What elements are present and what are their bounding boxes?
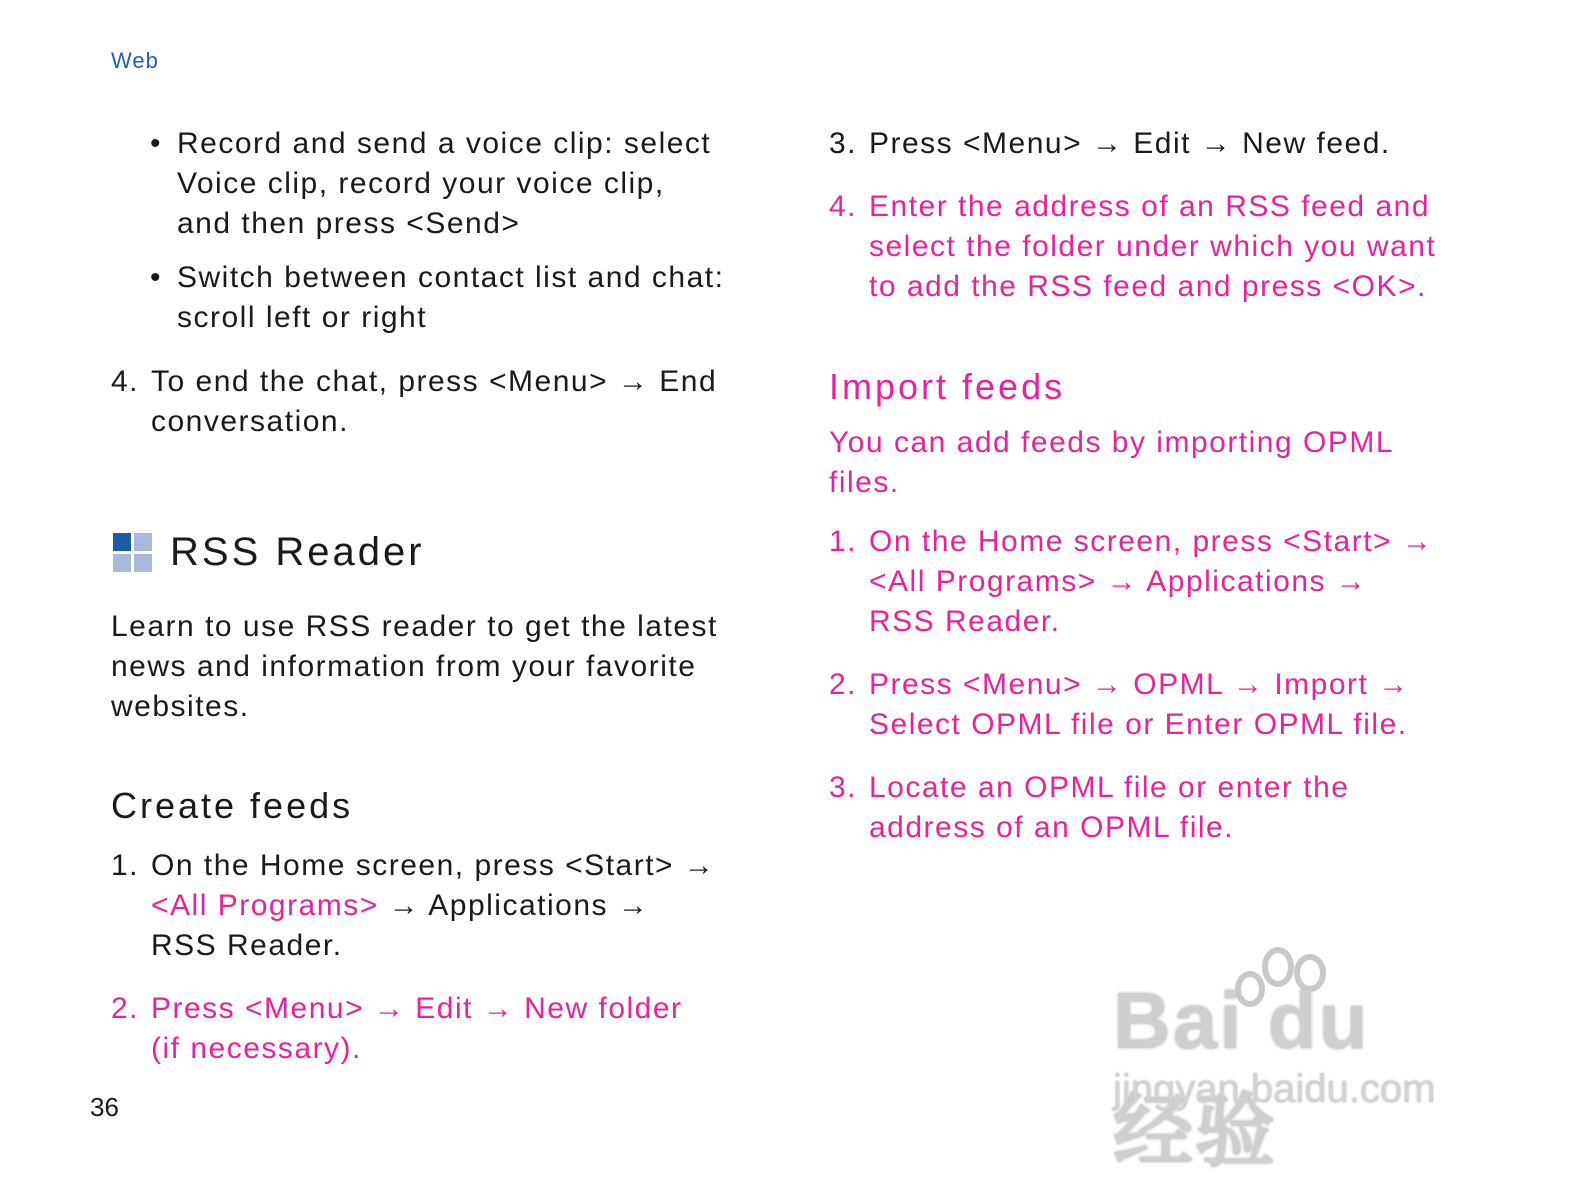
create-step-2 (111, 989, 751, 1069)
bullet-switch-list (150, 258, 750, 338)
intro-line: Learn to use RSS reader to get the latest (111, 610, 718, 643)
intro-line: files. (829, 466, 900, 499)
create-step-3 (829, 124, 1509, 164)
section-title: RSS Reader (170, 530, 425, 574)
bullet-line: Switch between contact list and chat: (177, 261, 725, 294)
step-line: Enter the address of an RSS feed and (869, 190, 1430, 223)
bullet-voice-clip (150, 124, 750, 244)
step-line: Press <Menu> → Edit → New feed. (869, 127, 1391, 160)
import-step-1 (829, 522, 1509, 642)
baidu-watermark (1113, 945, 1473, 1176)
step-line: conversation. (151, 405, 349, 438)
step-line: To end the chat, press <Menu> → End (151, 365, 718, 398)
section-icon-square (134, 533, 152, 551)
step-line: RSS Reader. (869, 605, 1061, 638)
bullet-line: Voice clip, record your voice clip, (177, 167, 665, 200)
step-line: to add the RSS feed and press <OK>. (869, 270, 1427, 303)
step-line: On the Home screen, press <Start> → (869, 525, 1434, 558)
import-intro (829, 423, 1509, 503)
step-line-highlight: <All Programs> (151, 889, 379, 922)
import-step-2 (829, 665, 1509, 745)
bullet-line: Record and send a voice clip: select (177, 127, 712, 160)
create-step-4 (829, 187, 1509, 307)
create-feeds-title: Create feeds (111, 785, 354, 826)
import-feeds-title: Import feeds (829, 366, 1066, 407)
step-number: 4. (829, 190, 858, 223)
watermark-url: jingyan.baidu.com (1113, 1067, 1436, 1111)
intro-line: websites. (111, 690, 250, 723)
watermark-logo: Bai du 经验 (1113, 976, 1370, 1176)
create-step-1 (111, 846, 751, 966)
step-line: Press <Menu> → OPML → Import → (869, 668, 1410, 701)
section-header: Web (111, 48, 159, 73)
import-step-3 (829, 768, 1509, 848)
step-number: 3. (829, 771, 858, 804)
step-line: <All Programs> → Applications → (869, 565, 1368, 598)
bullet-line: scroll left or right (177, 301, 428, 334)
section-icon-square (134, 554, 152, 572)
step-number: 2. (829, 668, 858, 701)
bullet-mark: • (150, 127, 163, 160)
step-line: address of an OPML file. (869, 811, 1235, 844)
step-line: (if necessary). (151, 1032, 362, 1065)
step-line: Locate an OPML file or enter the (869, 771, 1350, 804)
step-line: Select OPML file or Enter OPML file. (869, 708, 1408, 741)
step-number: 2. (111, 992, 140, 1025)
step-line: On the Home screen, press <Start> → (151, 849, 716, 882)
bullet-line: and then press <Send> (177, 207, 521, 240)
section-intro (111, 607, 751, 727)
section-icon-square (113, 554, 131, 572)
step-number: 3. (829, 127, 858, 160)
intro-line: You can add feeds by importing OPML (829, 426, 1395, 459)
bullet-mark: • (150, 261, 163, 294)
step-number: 1. (111, 849, 140, 882)
step-line: RSS Reader. (151, 929, 343, 962)
step-line: Press <Menu> → Edit → New folder (151, 992, 683, 1025)
section-icon-square (113, 533, 131, 551)
step-number: 1. (829, 525, 858, 558)
step-line: → Applications → (378, 889, 650, 922)
step-line: select the folder under which you want (869, 230, 1437, 263)
section-icon (113, 533, 152, 572)
step-number: 4. (111, 365, 140, 398)
intro-line: news and information from your favorite (111, 650, 697, 683)
step-end-chat (111, 362, 751, 442)
page-number: 36 (90, 1092, 119, 1122)
